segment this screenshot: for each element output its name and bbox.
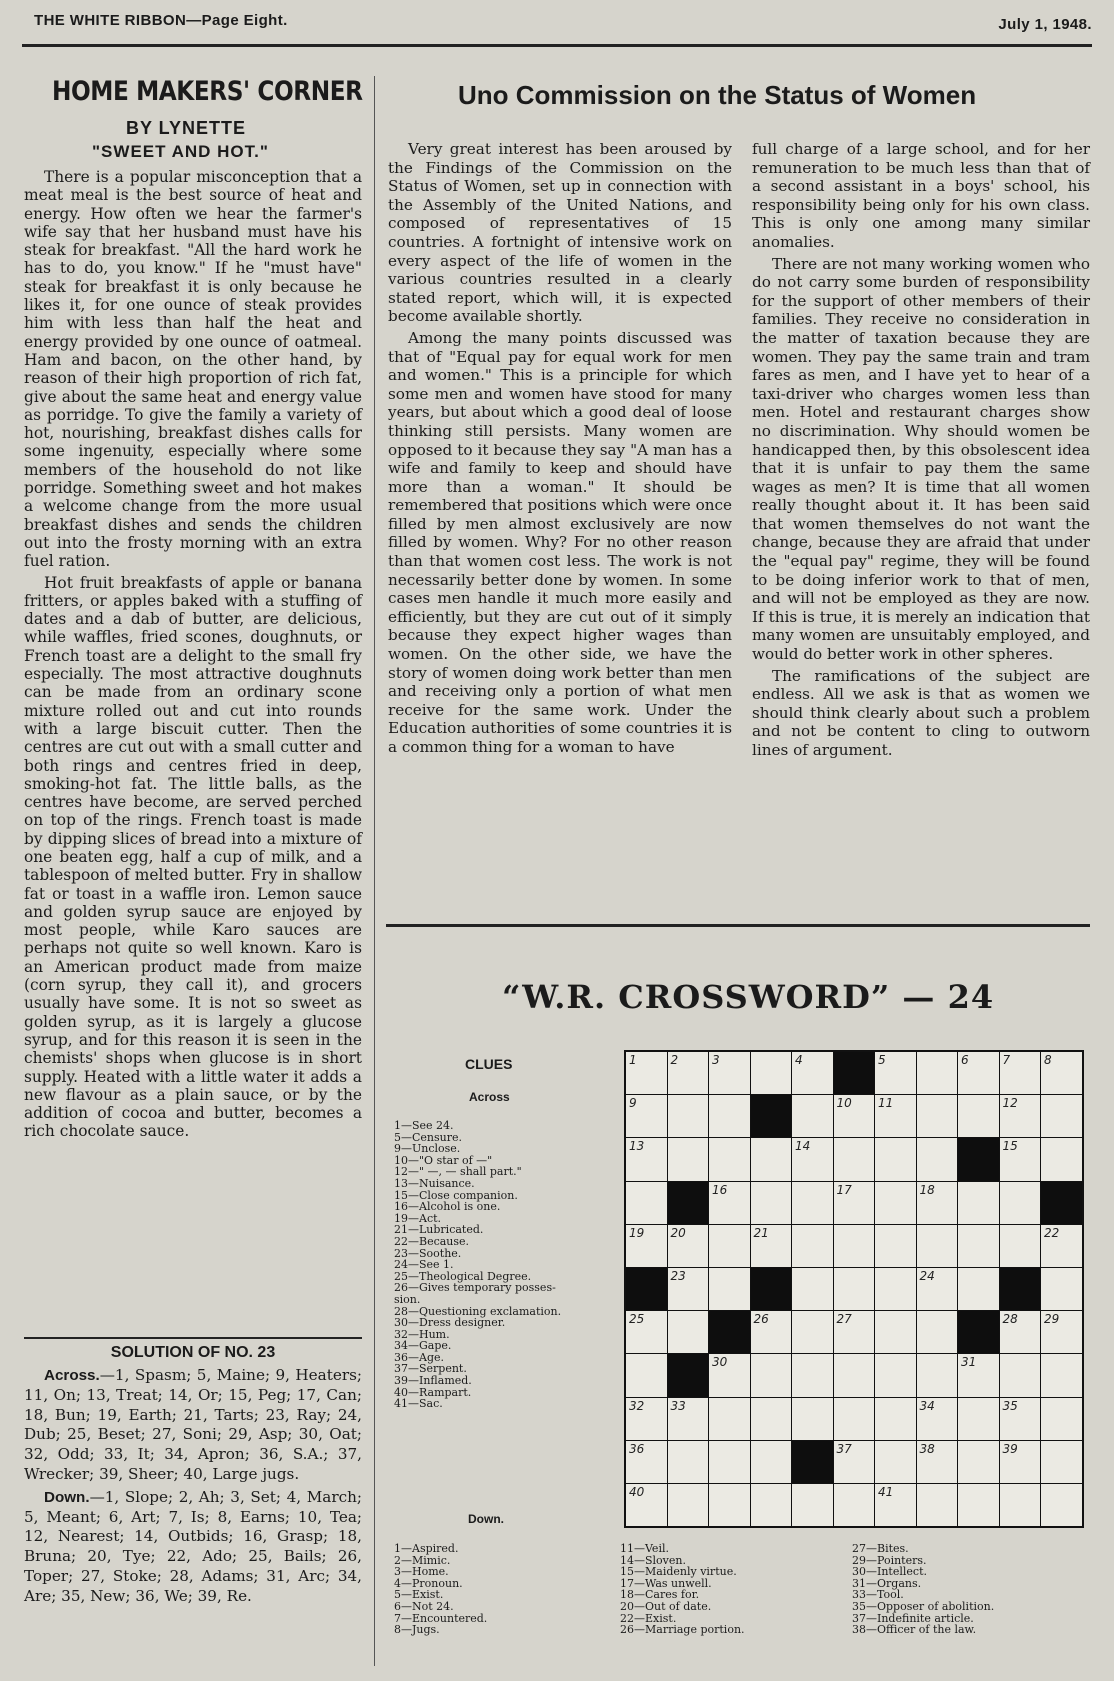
clue-item: 1—See 24.	[394, 1119, 454, 1132]
across-heading: Across	[469, 1090, 510, 1104]
grid-cell[interactable]	[834, 1354, 875, 1396]
clue-item: 30—Intellect.	[852, 1565, 927, 1579]
grid-cell[interactable]	[626, 1095, 667, 1137]
uno-paragraph: There are not many working women who do not carry some burden of responsibility for the support of other members of their families. They receive no consideration in the matter of taxation because they are women. They pay the same train and tram fares as men, and I have yet to hear of a taxi-driver who charges women less than men. Hotel and restaurant charges show no discrimination. Why should women be handicapped then, by this obsolescent idea that it is unfair to pay them the same wages as men? It is time that all women really thought about it. It has been said that women themselves do not want the change, because they are afraid that under the "equal pay" regime, they will be found to be doing inferior work to that of men, and will not be employed as they are now. If this is true, it is merely an indication that many women are unsuitably employed, and would do better work in other spheres.	[752, 254, 1090, 664]
grid-cell[interactable]	[834, 1095, 875, 1137]
home-makers-article	[24, 168, 362, 1141]
solution-down-label: Down.	[44, 1488, 90, 1506]
clue-item: 24—See 1.	[394, 1258, 454, 1272]
grid-cell[interactable]	[709, 1484, 750, 1526]
grid-cell[interactable]	[875, 1441, 916, 1483]
grid-cell[interactable]	[792, 1484, 833, 1526]
grid-cell[interactable]	[958, 1354, 999, 1396]
grid-cell[interactable]	[958, 1095, 999, 1137]
grid-cell[interactable]	[834, 1398, 875, 1440]
clue-number: 22	[1044, 1225, 1060, 1240]
clue-number: 31	[961, 1355, 977, 1370]
grid-cell[interactable]	[1000, 1138, 1041, 1180]
grid-cell[interactable]	[709, 1138, 750, 1180]
clue-item: 5—Exist.	[394, 1588, 444, 1602]
grid-cell[interactable]	[709, 1052, 750, 1094]
clue-number: 29	[1044, 1312, 1060, 1327]
clue-item: 14—Sloven.	[620, 1553, 686, 1567]
grid-cell[interactable]	[958, 1225, 999, 1267]
grid-cell[interactable]	[626, 1354, 667, 1396]
grid-black-square	[668, 1354, 709, 1396]
grid-cell[interactable]	[792, 1182, 833, 1224]
down-clues-col2	[620, 1543, 745, 1636]
clue-item: 25—Theological Degree.	[394, 1269, 532, 1283]
grid-cell[interactable]	[875, 1484, 916, 1526]
grid-cell[interactable]	[875, 1182, 916, 1224]
grid-cell[interactable]	[668, 1138, 709, 1180]
grid-black-square	[1041, 1182, 1082, 1224]
grid-cell[interactable]	[626, 1052, 667, 1094]
grid-cell[interactable]	[917, 1052, 958, 1094]
clue-number: 37	[836, 1441, 852, 1456]
clue-number: 17	[836, 1182, 852, 1197]
grid-black-square	[668, 1182, 709, 1224]
grid-cell[interactable]	[751, 1182, 792, 1224]
clue-item: 22—Because.	[394, 1234, 470, 1248]
solution-across-text: —1, Spasm; 5, Maine; 9, Heaters; 11, On; 13, Treat; 14, Or; 15, Peg; 17, Can; 18, Bun; 19, Earth; 21, Tarts; 23, Ray; 24, Dub; 25, Beset; 27, Soni; 29, Asp; 30, Oat; 32, Odd; 33, It; 34, Apron; 36, S.A.; 37, Wrecker; 39, Sheer; 40, Large jugs.	[24, 1366, 362, 1483]
grid-cell[interactable]	[958, 1441, 999, 1483]
grid-cell[interactable]	[834, 1225, 875, 1267]
crossword-grid	[624, 1050, 1084, 1528]
clue-item: 20—Out of date.	[620, 1599, 712, 1613]
grid-black-square	[958, 1311, 999, 1353]
clue-item: 15—Close companion.	[394, 1188, 518, 1202]
clue-item: 13—Nuisance.	[394, 1176, 475, 1190]
grid-cell[interactable]	[834, 1268, 875, 1310]
article-paragraph: Hot fruit breakfasts of apple or banana fritters, or apples baked with a stuffing of dates and a dab of butter, are delicious, while waffles, fried scones, doughnuts, or French toast are a delight to the small fry especially. The most attractive doughnuts can be made from an ordinary scone mixture rolled out and cut into rounds with a large biscuit cutter. Then the centres are cut out with a small cutter and both rings and centres fried in deep, smoking-hot fat. The little balls, as the centres have become, are served perched on top of the rings. French toast is made by dipping slices of bread into a mixture of one beaten egg, half a cup of milk, and a tablespoon of melted butter. Fry in shallow fat or toast in a waffle iron. Lemon sauce and golden syrup sauce are enjoyed by most people, while Karo sauces are perhaps not quite so well known. Karo is an American product made from maize (corn syrup, they call it), and grocers usually have some. It is not so sweet as golden syrup, as it is largely a glucose syrup, and for this reason it is seen in the chemists' shops when glucose is in short supply. Heated with a little water it adds a new flavour as a plain sauce, or by the addition of cocoa and butter, becomes a rich chocolate sauce.	[24, 573, 362, 1141]
grid-black-square	[958, 1138, 999, 1180]
grid-cell[interactable]	[751, 1484, 792, 1526]
clue-number: 8	[1044, 1053, 1052, 1067]
grid-cell[interactable]	[834, 1311, 875, 1353]
grid-cell[interactable]	[626, 1441, 667, 1483]
clue-number: 33	[670, 1398, 686, 1413]
clue-number: 36	[629, 1441, 645, 1456]
grid-cell[interactable]	[1000, 1484, 1041, 1526]
grid-cell[interactable]	[917, 1225, 958, 1267]
uno-column-2	[752, 140, 1090, 760]
grid-cell[interactable]	[917, 1484, 958, 1526]
grid-cell[interactable]	[1000, 1311, 1041, 1353]
clue-number: 25	[629, 1312, 645, 1327]
clue-item: 33—Tool.	[852, 1588, 904, 1602]
uno-paragraph: Among the many points discussed was that of "Equal pay for equal work for men and women." This is a principle for which some men and women have stood for many years, but about which a good deal of loose thinking still persists. Many women are opposed to it because they say "A man has a wife and family to keep and should have more than a woman." It should be remembered that positions which were once filled by men almost exclusively are now filled by women. Why? For no other reason than that women cost less. The work is not necessarily better done by women. In some cases men handle it much more easily and efficiently, but they are cut out of it simply because they expect higher wages than women. On the other side, we have the story of women doing work better than men and receiving only a portion of what men receive for the same work. Under the Education authorities of some countries it is a common thing for a woman to have	[388, 328, 732, 756]
grid-cell[interactable]	[917, 1398, 958, 1440]
grid-cell[interactable]	[1041, 1354, 1082, 1396]
clue-number: 21	[753, 1225, 769, 1240]
clue-number: 39	[1002, 1441, 1018, 1456]
clue-number: 28	[1002, 1312, 1018, 1327]
grid-cell[interactable]	[668, 1095, 709, 1137]
grid-cell[interactable]	[1041, 1225, 1082, 1267]
grid-cell[interactable]	[1041, 1095, 1082, 1137]
uno-paragraph: Very great interest has been aroused by the Findings of the Commission on the Status of Women, set up in connection with the Assembly of the United Nations, and composed of representatives of 15 countries. A fortnight of intensive work on every aspect of the life of women in the various countries resulted in a clearly stated report, which will, it is expected become available shortly.	[388, 140, 732, 326]
grid-cell[interactable]	[1041, 1052, 1082, 1094]
grid-cell[interactable]	[626, 1311, 667, 1353]
clue-number: 18	[919, 1182, 935, 1197]
grid-black-square	[709, 1311, 750, 1353]
running-head-right: July 1, 1948.	[998, 16, 1092, 33]
clue-number: 30	[712, 1355, 728, 1370]
crossword-title: “W.R. CROSSWORD” — 24	[502, 978, 995, 1016]
solution-across-label: Across.	[44, 1367, 100, 1384]
grid-cell[interactable]	[709, 1182, 750, 1224]
clue-item: 34—Gape.	[394, 1339, 452, 1353]
clue-item: 9—Unclose.	[394, 1142, 461, 1156]
clue-number: 2	[670, 1053, 679, 1067]
clue-item: 8—Jugs.	[394, 1623, 440, 1637]
uno-column-1	[388, 140, 732, 757]
clue-number: 6	[961, 1053, 969, 1067]
grid-cell[interactable]	[834, 1484, 875, 1526]
grid-cell[interactable]	[875, 1311, 916, 1353]
clue-item: 22—Exist.	[620, 1611, 677, 1625]
across-clues	[394, 1120, 598, 1410]
solution-down-text: —1, Slope; 2, Ah; 3, Set; 4, March; 5, Meant; 6, Art; 7, Is; 8, Earns; 10, Tea; 12, Nearest; 14, Outbids; 16, Grasp; 18, Bruna; 20, Tye; 22, Ado; 25, Bails; 26, Toper; 27, Stoke; 28, Adams; 31, Arc; 34, Are; 35, New; 36, We; 39, Re.	[24, 1487, 362, 1605]
clue-item: 6—Not 24.	[394, 1599, 454, 1613]
clue-item: 40—Rampart.	[394, 1385, 472, 1399]
grid-cell[interactable]	[626, 1138, 667, 1180]
column-divider	[374, 76, 375, 1666]
clue-number: 14	[795, 1139, 811, 1154]
grid-black-square	[834, 1052, 875, 1094]
clue-item: 5—Censure.	[394, 1130, 463, 1144]
clue-number: 32	[629, 1398, 645, 1413]
clue-item: 4—Pronoun.	[394, 1576, 463, 1590]
grid-cell[interactable]	[834, 1441, 875, 1483]
clue-item: 36—Age.	[394, 1350, 444, 1364]
grid-cell[interactable]	[792, 1225, 833, 1267]
grid-cell[interactable]	[834, 1182, 875, 1224]
solution-top-rule	[24, 1337, 362, 1339]
article-paragraph: There is a popular misconception that a meat meal is the best source of heat and energy. How often we hear the farmer's wife say that her husband must have his steak for breakfast. "All the hard work he has to do, you know." If he "must have" steak for breakfast it is only because he likes it, for one ounce of steak provides him with less than half the heat and energy provided by one ounce of oatmeal. Ham and bacon, on the other hand, by reason of their high proportion of rich fat, give about the same heat and energy value as porridge. To give the family a variety of hot, nourishing, breakfast dishes calls for some ingenuity, especially where some members of the household do not like porridge. Something sweet and hot makes a welcome change from the more usual breakfast dishes and sends the children out into the frosty morning with an extra fuel ration.	[24, 168, 362, 571]
home-makers-subtitle: "SWEET AND HOT."	[92, 142, 269, 161]
clue-number: 7	[1002, 1053, 1011, 1067]
grid-cell[interactable]	[875, 1268, 916, 1310]
grid-cell[interactable]	[917, 1182, 958, 1224]
clue-item: 1—Aspired.	[394, 1542, 459, 1555]
solution-block	[24, 1366, 362, 1607]
clue-number: 23	[670, 1268, 686, 1283]
clue-item: sion.	[394, 1292, 421, 1306]
clue-item: 26—Marriage portion.	[620, 1623, 745, 1637]
grid-cell[interactable]	[709, 1268, 750, 1310]
crossword-rule	[386, 924, 1090, 927]
grid-cell[interactable]	[792, 1138, 833, 1180]
grid-black-square	[1000, 1268, 1041, 1310]
clues-heading: CLUES	[465, 1056, 513, 1072]
grid-cell[interactable]	[958, 1398, 999, 1440]
grid-cell[interactable]	[1000, 1441, 1041, 1483]
grid-cell[interactable]	[626, 1398, 667, 1440]
grid-cell[interactable]	[709, 1225, 750, 1267]
down-clues-col3	[852, 1543, 994, 1636]
uno-paragraph: The ramifications of the subject are endless. All we ask is that as women we should think clearly about such a problem and not be content to cling to outworn lines of argument.	[752, 666, 1090, 759]
grid-cell[interactable]	[1000, 1095, 1041, 1137]
grid-cell[interactable]	[668, 1268, 709, 1310]
clue-number: 13	[629, 1139, 645, 1154]
clue-number: 3	[712, 1053, 720, 1067]
grid-cell[interactable]	[626, 1182, 667, 1224]
clue-item: 17—Was unwell.	[620, 1576, 712, 1590]
clue-item: 7—Encountered.	[394, 1611, 488, 1625]
solution-title: SOLUTION OF NO. 23	[110, 1344, 276, 1361]
down-heading: Down.	[468, 1512, 504, 1526]
grid-cell[interactable]	[1000, 1052, 1041, 1094]
uno-title: Uno Commission on the Status of Women	[458, 80, 977, 110]
grid-cell[interactable]	[792, 1311, 833, 1353]
grid-cell[interactable]	[1000, 1225, 1041, 1267]
clue-number: 16	[712, 1182, 728, 1197]
home-makers-title: HOME MAKERS' CORNER	[52, 76, 363, 107]
masthead-rule	[22, 44, 1092, 47]
grid-cell[interactable]	[958, 1268, 999, 1310]
clue-number: 38	[919, 1441, 935, 1456]
clue-number: 9	[629, 1096, 637, 1111]
down-clues-col1	[394, 1543, 487, 1636]
grid-cell[interactable]	[626, 1484, 667, 1526]
grid-cell[interactable]	[1041, 1268, 1082, 1310]
grid-cell[interactable]	[668, 1484, 709, 1526]
grid-cell[interactable]	[875, 1138, 916, 1180]
clue-item: 21—Lubricated.	[394, 1223, 484, 1237]
grid-cell[interactable]	[751, 1441, 792, 1483]
grid-cell[interactable]	[917, 1268, 958, 1310]
grid-cell[interactable]	[875, 1052, 916, 1094]
clue-number: 40	[629, 1484, 645, 1499]
clue-item: 41—Sac.	[394, 1397, 443, 1411]
clue-number: 24	[919, 1268, 935, 1283]
grid-cell[interactable]	[668, 1225, 709, 1267]
clue-number: 4	[795, 1053, 803, 1067]
grid-cell[interactable]	[751, 1398, 792, 1440]
grid-cell[interactable]	[917, 1441, 958, 1483]
grid-cell[interactable]	[792, 1268, 833, 1310]
clue-item: 28—Questioning exclamation.	[394, 1304, 562, 1318]
clue-item: 10—"O star of —"	[394, 1153, 493, 1167]
grid-cell[interactable]	[709, 1398, 750, 1440]
grid-cell[interactable]	[751, 1052, 792, 1094]
grid-cell[interactable]	[1041, 1311, 1082, 1353]
clue-number: 27	[836, 1312, 852, 1327]
grid-cell[interactable]	[668, 1052, 709, 1094]
uno-paragraph: full charge of a large school, and for her remuneration to be much less than that of a second assistant in a boys' school, his responsibility being only for his own class. This is only one among many similar anomalies.	[752, 140, 1090, 251]
clue-item: 32—Hum.	[394, 1327, 450, 1341]
clue-item: 37—Indefinite article.	[852, 1611, 974, 1625]
clue-item: 3—Home.	[394, 1565, 449, 1579]
clue-item: 11—Veil.	[620, 1542, 669, 1555]
grid-cell[interactable]	[751, 1311, 792, 1353]
grid-cell[interactable]	[1000, 1182, 1041, 1224]
grid-cell[interactable]	[668, 1311, 709, 1353]
clue-number: 34	[919, 1398, 935, 1413]
clue-number: 26	[753, 1312, 769, 1327]
grid-cell[interactable]	[834, 1138, 875, 1180]
clue-number: 12	[1002, 1096, 1018, 1111]
clue-number: 11	[878, 1096, 894, 1111]
grid-cell[interactable]	[1041, 1484, 1082, 1526]
grid-cell[interactable]	[792, 1052, 833, 1094]
clue-item: 26—Gives temporary posses-	[394, 1281, 556, 1295]
grid-black-square	[751, 1268, 792, 1310]
grid-cell[interactable]	[917, 1138, 958, 1180]
grid-cell[interactable]	[875, 1398, 916, 1440]
grid-cell[interactable]	[668, 1441, 709, 1483]
grid-cell[interactable]	[1041, 1398, 1082, 1440]
clue-number: 10	[836, 1096, 852, 1111]
clue-number: 15	[1002, 1139, 1018, 1154]
grid-cell[interactable]	[1041, 1138, 1082, 1180]
clue-item: 31—Organs.	[852, 1576, 922, 1590]
grid-cell[interactable]	[875, 1354, 916, 1396]
grid-cell[interactable]	[751, 1138, 792, 1180]
clue-number: 1	[629, 1053, 637, 1067]
grid-cell[interactable]	[709, 1354, 750, 1396]
home-makers-byline: BY LYNETTE	[126, 118, 247, 138]
grid-cell[interactable]	[792, 1095, 833, 1137]
grid-cell[interactable]	[875, 1225, 916, 1267]
grid-black-square	[626, 1268, 667, 1310]
grid-cell[interactable]	[958, 1484, 999, 1526]
grid-cell[interactable]	[709, 1095, 750, 1137]
clue-item: 18—Cares for.	[620, 1588, 700, 1602]
grid-cell[interactable]	[668, 1398, 709, 1440]
clue-item: 39—Inflamed.	[394, 1374, 472, 1388]
clue-number: 19	[629, 1225, 645, 1240]
grid-cell[interactable]	[958, 1052, 999, 1094]
clue-item: 29—Pointers.	[852, 1553, 927, 1567]
clue-item: 2—Mimic.	[394, 1553, 451, 1567]
grid-cell[interactable]	[792, 1354, 833, 1396]
grid-black-square	[751, 1095, 792, 1137]
grid-cell[interactable]	[792, 1398, 833, 1440]
grid-cell[interactable]	[709, 1441, 750, 1483]
grid-cell[interactable]	[626, 1225, 667, 1267]
clue-item: 27—Bites.	[852, 1542, 909, 1555]
grid-cell[interactable]	[1000, 1354, 1041, 1396]
grid-cell[interactable]	[917, 1354, 958, 1396]
grid-cell[interactable]	[1041, 1441, 1082, 1483]
clue-number: 35	[1002, 1398, 1018, 1413]
clue-number: 5	[878, 1053, 886, 1067]
clue-item: 38—Officer of the law.	[852, 1623, 977, 1637]
grid-cell[interactable]	[751, 1225, 792, 1267]
grid-black-square	[792, 1441, 833, 1483]
clue-item: 35—Opposer of abolition.	[852, 1599, 995, 1613]
grid-cell[interactable]	[751, 1354, 792, 1396]
clue-number: 20	[670, 1225, 686, 1240]
clue-item: 23—Soothe.	[394, 1246, 462, 1260]
clue-item: 30—Dress designer.	[394, 1316, 506, 1330]
clue-item: 16—Alcohol is one.	[394, 1200, 501, 1214]
grid-cell[interactable]	[917, 1095, 958, 1137]
clue-number: 41	[878, 1484, 894, 1499]
grid-cell[interactable]	[917, 1311, 958, 1353]
clue-item: 12—" —, — shall part."	[394, 1165, 522, 1179]
clue-item: 19—Act.	[394, 1211, 442, 1225]
grid-cell[interactable]	[958, 1182, 999, 1224]
grid-cell[interactable]	[1000, 1398, 1041, 1440]
clue-item: 37—Serpent.	[394, 1362, 467, 1376]
grid-cell[interactable]	[875, 1095, 916, 1137]
clue-item: 15—Maidenly virtue.	[620, 1565, 737, 1579]
running-head-left: THE WHITE RIBBON—Page Eight.	[34, 12, 288, 29]
